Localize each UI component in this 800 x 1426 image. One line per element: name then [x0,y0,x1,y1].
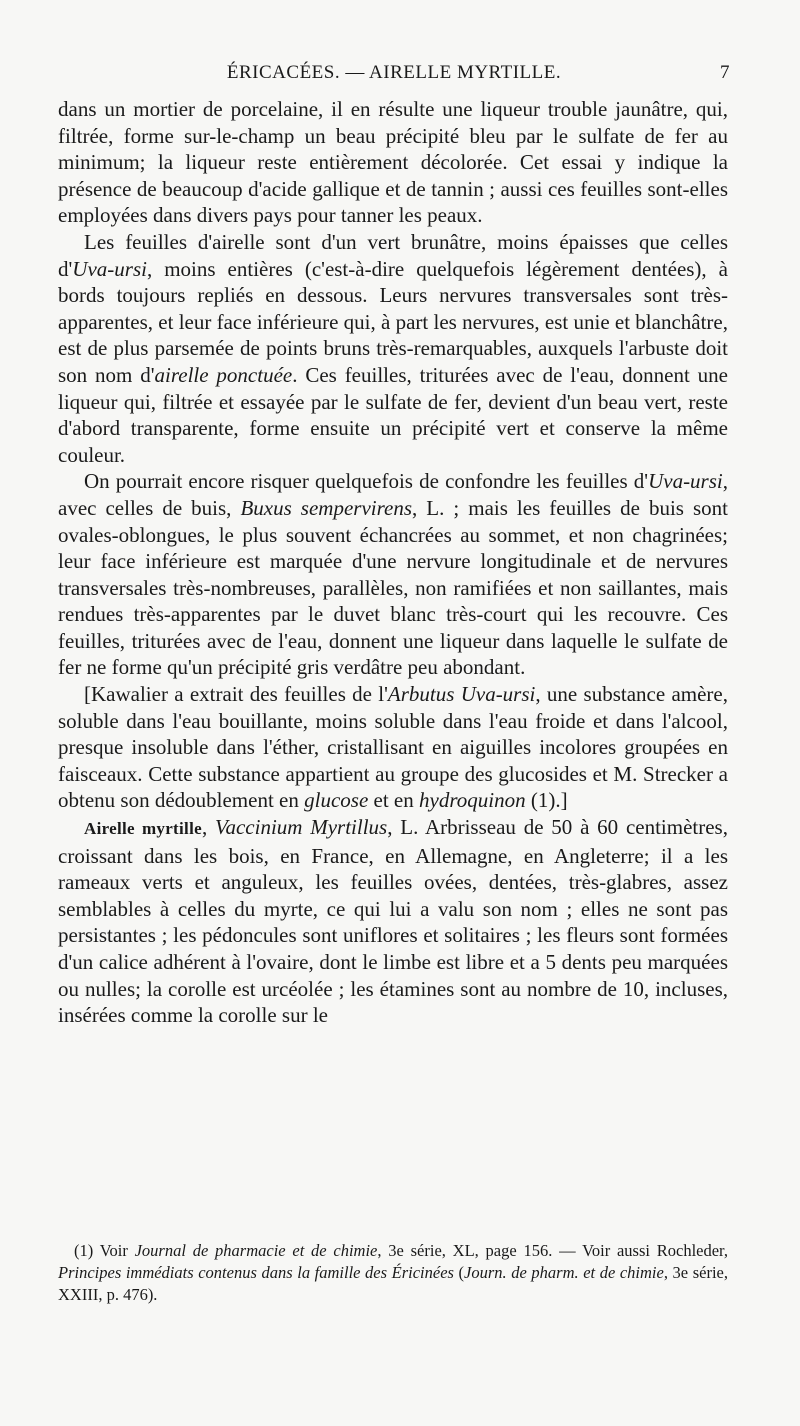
running-header [58,62,730,90]
footnote-text [58,1240,728,1306]
text-run: , une substance amère, soluble dans l'eau bouillante, moins soluble dans l'eau froide et dans l'alcool, presque insoluble dans l'éther, cristallisant en aiguilles incolores groupées en faisceaux. Cette substance appartient au groupe des glucosides et M. Strecker a obtenu son dédoublement en [58,682,728,813]
text-run: (1) Voir [74,1241,135,1260]
text-run: . Ces feuilles, triturées avec de l'eau, donnent une liqueur qui, filtrée et essayée par le sulfate de fer, devient d'un beau vert, reste d'abord transparente, forme ensuite un précipité vert et conserve la même couleur. [58,362,728,467]
species-heading: Airelle myrtille [84,819,202,839]
paragraph [58,229,728,468]
text-run: , 3e série, XL, page 156. — Voir aussi Rochleder, [377,1241,729,1260]
italic-term: Journal de pharmacie et de chimie [134,1241,378,1260]
text-run: On pourrait encore risquer quelquefois de confondre les feuilles d' [84,469,649,494]
text-run: , L. Arbrisseau de 50 à 60 centimètres, croissant dans les bois, en France, en Allemagne, en Angleterre; il a les rameaux verts et anguleux, les feuilles ovées, dentées, très-glabres, assez semblables à celles du myrte, ce qui lui a valu son nom ; elles ne sont pas persistantes ; les pédoncules sont uniflores et solitaires ; les fleurs sont formées d'un calice adhérent à l'ovaire, dont le limbe est libre et a 5 dents peu marquées ou nulles; la corolle est urcéolée ; les étamines sont au nombre de 10, incluses, insérées comme la corolle sur le [58,815,728,1028]
text-run: [Kawalier a extrait des feuilles de l' [84,682,388,707]
text-run: , avec celles de buis, [58,469,728,520]
italic-term: hydroquinon [419,788,526,813]
paragraph [58,814,728,1029]
text-run: et en [368,788,420,813]
italic-term: Journ. de pharm. et de chimie [464,1263,664,1282]
text-run: (1).] [525,788,568,813]
italic-term: glucose [304,788,369,813]
page-number: 7 [720,62,730,83]
italic-term: Buxus sempervirens [240,495,412,520]
paragraph [58,468,728,681]
text-run: , moins entières (c'est-à-dire quelquefois légèrement dentées), à bords toujours repliés en dessous. Leurs nervures transversales sont très-apparentes, et leur face inférieure qui, à part les nervures, est unie et blanchâtre, est de plus parsemée de points bruns très-remarquables, auxquels l'arbuste doit son nom d' [58,256,728,387]
text-run: , 3e série, XXIII, p. 476). [58,1263,728,1304]
italic-term: airelle ponctuée [154,362,293,387]
italic-term: Uva-ursi [72,256,147,281]
running-title: ÉRICACÉES. — AIRELLE MYRTILLE. [226,62,562,83]
italic-term: Vaccinium Myrtillus [214,815,388,840]
text-run: , L. ; mais les feuilles de buis sont ovales-oblongues, le plus souvent échancrées au sommet, et non chagrinées; leur face inférieure est marquée d'une nervure longitudinale et de nervures transversales très-nombreuses, parallèles, non ramifiées et non saillantes, mais rendues très-apparentes par le duvet blanc très-court qui les recouvre. Ces feuilles, triturées avec de l'eau, donnent une liqueur dans laquelle le sulfate de fer ne forme qu'un précipité gris verdâtre peu abondant. [58,495,729,680]
text-run: Les feuilles d'airelle sont d'un vert brunâtre, moins épaisses que celles d' [58,229,728,281]
italic-term: Uva-ursi [648,469,723,494]
text-run: ( [453,1263,465,1282]
text-run: , [201,815,215,840]
paragraph [58,681,728,814]
main-text [58,96,728,1029]
italic-term: Arbutus Uva-ursi [387,682,536,707]
footnote [58,1240,728,1306]
italic-term: Principes immédiats contenus dans la famille des Éricinées [58,1263,454,1282]
paragraph: dans un mortier de porcelaine, il en résulte une liqueur trouble jaunâtre, qui, filtrée, forme sur-le-champ un beau précipité bleu par le sulfate de fer au minimum; la liqueur reste entièrement décolorée. Cet essai y indique la présence de beaucoup d'acide gallique et de tannin ; aussi ces feuilles sont-elles employées dans divers pays pour tanner les peaux. [58,97,728,228]
